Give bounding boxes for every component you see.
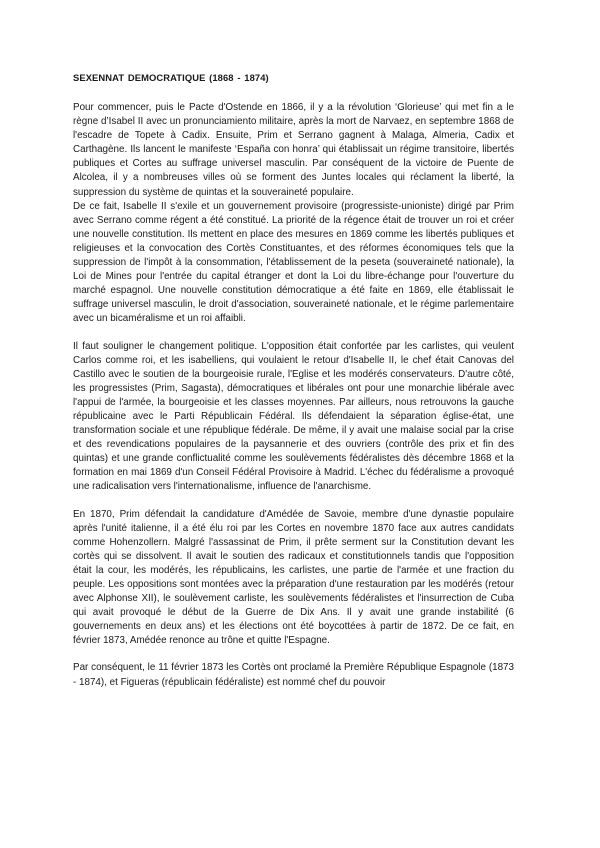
- paragraph-provisional-government: De ce fait, Isabelle II s'exile et un gouvernement provisoire (progressiste-unioniste) dirigé par Prim avec Serrano comme régent a été constitué. La priorité de la régence était de trouver un roi et créer une nouvelle constitution. Ils mettent en place des mesures en 1869 comme les libertés publiques et religieuses et la convocation des Cortès Constituantes, et des réformes économiques tels que la suppression de l'impôt à la consommation, l'établissement de la peseta (souveraineté nationale), la Loi de Mines pour l'entrée du capital étranger et dont la Loi du libre-échange pour l'ouverture du marché espagnol. Une nouvelle constitution démocratique a été faite en 1869, elle établissait le suffrage universel masculin, le droit d'association, souveraineté nationale, et le régime parlementaire avec un bicaméralisme et un roi affaibli.: [73, 200, 514, 325]
- paragraph-revolution: Pour commencer, puis le Pacte d'Ostende en 1866, il y a la révolution ‘Glorieuse’ qui met fin a le règne d’Isabel II avec un pronunciamiento militaire, après la mort de Narvaez, en septembre 1868 de l'escadre de Topete à Cadix. Ensuite, Prim et Serrano gagnent à Malaga, Almeria, Cadix et Carthagène. Ils lancent le manifeste ‘España con honra’ qui établissait un régime transitoire, libertés publiques et Cortes au suffrage universel masculin. Par conséquent de la victoire de Puente de Alcolea, il y a nombreuses villes où se forment des Juntes locales qui réclament la liberté, la suppression du système de quintas et la souveraineté populaire.: [73, 102, 514, 198]
- paragraph-first-republic: Par conséquent, le 11 février 1873 les Cortès ont proclamé la Première République Espagnole (1873 - 1874), et Figueras (républicain fédéraliste) est nommé chef du pouvoir: [73, 662, 514, 688]
- document-title: SEXENNAT DEMOCRATIQUE (1868 - 1874): [73, 72, 269, 83]
- paragraph-political-change: Il faut souligner le changement politique. L'opposition était confortée par les carlistes, qui veulent Carlos comme roi, et les isabelliens, qui voulaient le retour d'Isabelle II, le chef était Canovas del Castillo avec le soutien de la bourgeoisie rurale, l'Eglise et les modérés conservateurs. D'autre côté, les progressistes (Prim, Sagasta), démocratiques et libérales ont pour une monarchie libérale avec l'appui de l'armée, la bourgeoisie et les classes moyennes. Par ailleurs, nous retrouvons la gauche républicaine avec le Parti Républicain Fédéral. Ils défendaient la séparation église-état, une transformation sociale et une république fédérale. De même, il y avait une malaise social par la crise et des revendications populaires de la paysannerie et des ouvriers (contrôle des prix et fin des quintas) et une grande conflictualité comme les soulèvements fédéralistes dès décembre 1868 et la formation en mai 1869 d'un Conseil Fédéral Provisoire à Madrid. L'échec du fédéralisme a provoqué une radicalisation vers l'internationalisme, influence de l'anarchisme.: [73, 340, 514, 493]
- paragraph-amedee: En 1870, Prim défendait la candidature d'Amédée de Savoie, membre d'une dynastie populaire après l'unité italienne, il a été élu roi par les Cortes en novembre 1870 face aux autres candidats comme Hohenzollern. Malgré l'assassinat de Prim, il prête serment sur la Constitution devant les cortès qui se dissolvent. Il avait le soutien des radicaux et constitutionnels tandis que l'opposition était la cour, les modérés, les républicains, les carlistes, une partie de l'armée et une fraction du peuple. Les oppositions sont montées avec la préparation d'une restauration par les modérés (retour avec Alphonse XII), le soulèvement carliste, les soulèvements fédéralistes et l'insurrection de Cuba qui avait provoqué le début de la Guerre de Dix Ans. Il y avait une grande instabilité (6 gouvernements en deux ans) et les élections ont été boycottées à partir de 1872. De ce fait, en février 1873, Amédée renonce au trône et quitte l'Espagne.: [73, 508, 514, 647]
